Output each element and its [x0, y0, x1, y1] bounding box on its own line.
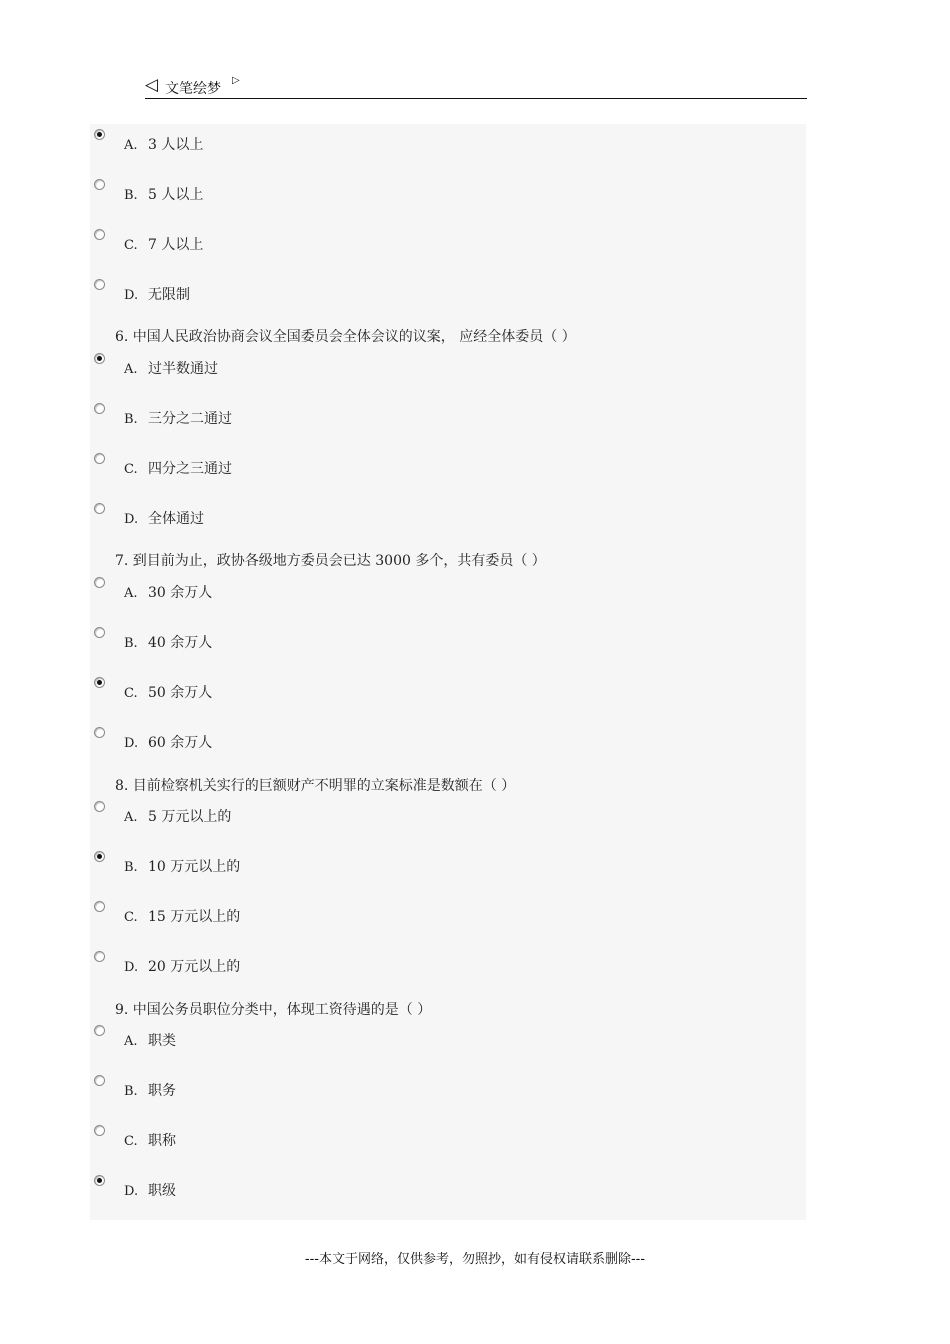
radio-q7-c[interactable] [94, 677, 105, 688]
option-q7-d[interactable]: D. 60 余万人 [124, 735, 213, 751]
right-triangle-icon: ▷ [232, 75, 240, 86]
option-q7-a[interactable]: A. 30 余万人 [124, 585, 213, 601]
radio-q6-c[interactable] [94, 453, 105, 464]
radio-q7-d[interactable] [94, 727, 105, 738]
option-q9-c[interactable]: C. 职称 [124, 1133, 176, 1149]
radio-q5-c[interactable] [94, 229, 105, 240]
page-header [145, 74, 807, 99]
option-q6-d[interactable]: D. 全体通过 [124, 511, 204, 527]
option-q6-a[interactable]: A. 过半数通过 [124, 361, 218, 377]
radio-q9-c[interactable] [94, 1125, 105, 1136]
question-8: 8. 目前检察机关实行的巨额财产不明罪的立案标准是数额在（ ） [115, 778, 516, 794]
radio-q5-a[interactable] [94, 129, 105, 140]
radio-q7-b[interactable] [94, 627, 105, 638]
question-9: 9. 中国公务员职位分类中，体现工资待遇的是（ ） [115, 1002, 432, 1018]
option-q7-c[interactable]: C. 50 余万人 [124, 685, 213, 701]
radio-q5-b[interactable] [94, 179, 105, 190]
radio-q8-d[interactable] [94, 951, 105, 962]
question-6: 6. 中国人民政治协商会议全国委员会全体会议的议案， 应经全体委员（ ） [115, 329, 576, 345]
radio-q7-a[interactable] [94, 577, 105, 588]
option-q5-d[interactable]: D. 无限制 [124, 287, 190, 303]
option-q9-b[interactable]: B. 职务 [124, 1083, 176, 1099]
radio-q8-b[interactable] [94, 851, 105, 862]
radio-q6-d[interactable] [94, 503, 105, 514]
option-q6-c[interactable]: C. 四分之三通过 [124, 461, 232, 477]
option-q6-b[interactable]: B. 三分之二通过 [124, 411, 232, 427]
radio-q9-b[interactable] [94, 1075, 105, 1086]
option-q8-b[interactable]: B. 10 万元以上的 [124, 859, 241, 875]
option-q8-d[interactable]: D. 20 万元以上的 [124, 959, 241, 975]
option-q9-d[interactable]: D. 职级 [124, 1183, 176, 1199]
option-q5-b[interactable]: B. 5 人以上 [124, 187, 204, 203]
option-q8-c[interactable]: C. 15 万元以上的 [124, 909, 241, 925]
option-q7-b[interactable]: B. 40 余万人 [124, 635, 213, 651]
option-q9-a[interactable]: A. 职类 [124, 1033, 176, 1049]
radio-q8-c[interactable] [94, 901, 105, 912]
radio-q5-d[interactable] [94, 279, 105, 290]
radio-q6-a[interactable] [94, 353, 105, 364]
radio-q8-a[interactable] [94, 801, 105, 812]
option-q5-a[interactable]: A. 3 人以上 [124, 137, 204, 153]
radio-q6-b[interactable] [94, 403, 105, 414]
radio-q9-a[interactable] [94, 1025, 105, 1036]
footer-disclaimer: ---本文于网络，仅供参考，勿照抄，如有侵权请联系删除--- [304, 1252, 646, 1267]
left-triangle-icon: ◁ [145, 75, 159, 95]
header-brand: 文笔绘梦 [165, 81, 221, 97]
option-q5-c[interactable]: C. 7 人以上 [124, 237, 204, 253]
option-q8-a[interactable]: A. 5 万元以上的 [124, 809, 232, 825]
question-7: 7. 到目前为止，政协各级地方委员会已达 3000 多个，共有委员（ ） [115, 553, 546, 569]
radio-q9-d[interactable] [94, 1175, 105, 1186]
quiz-panel [90, 124, 806, 1220]
